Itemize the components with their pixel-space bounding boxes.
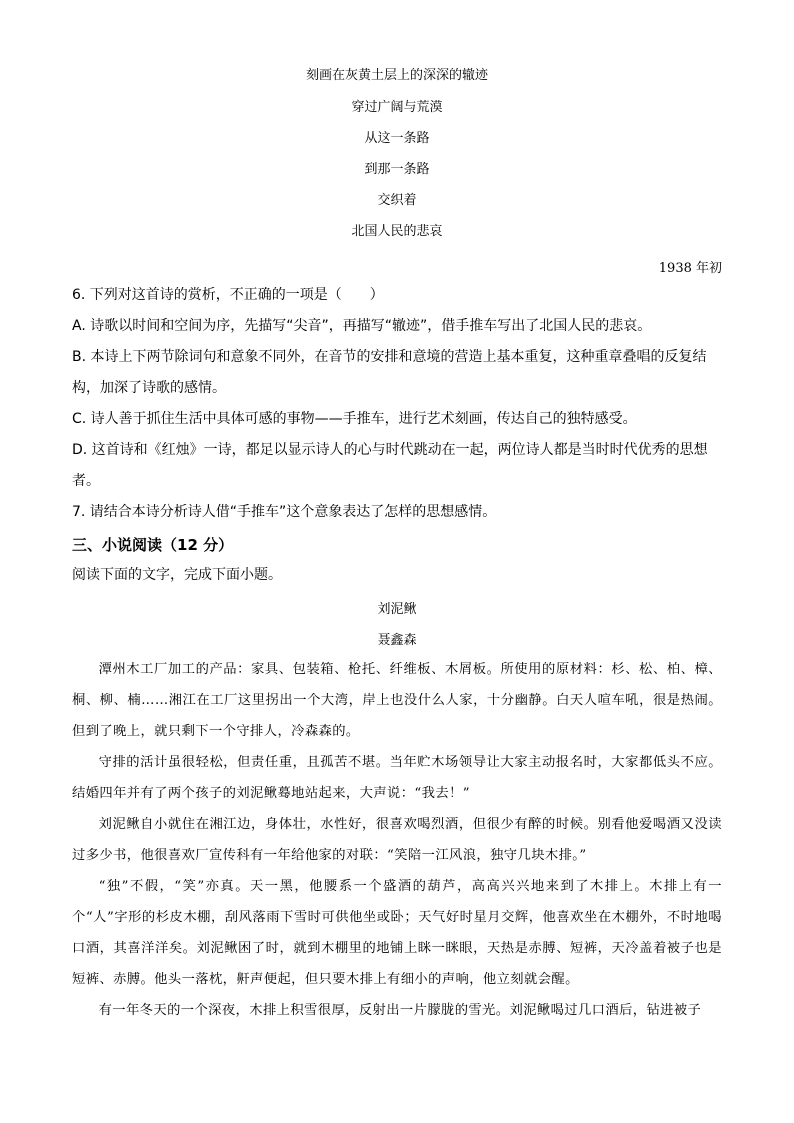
story-paragraph: 刘泥鳅自小就住在湘江边，身体壮，水性好，很喜欢喝烈酒，但很少有醉的时候。别看他爱喝酒又没读过多少书，他很喜欢厂宣传科有一年给他家的对联：“笑陪一江风浪，独守几块木排。”	[72, 817, 722, 863]
option-d: D. 这首诗和《红烛》一诗，都足以显示诗人的心与时代跳动在一起，两位诗人都是当时时代优秀的思想者。	[72, 442, 708, 489]
story-paragraph: “独”不假，“笑”亦真。天一黑，他腰系一个盛酒的葫芦，高高兴兴地来到了木排上。木排上有一个“人”字形的杉皮木棚，刮风落雨下雪时可供他坐或卧；天气好时星月交辉，他喜欢坐在木棚外，不时地喝口酒，其喜洋洋矣。刘泥鳅困了时，就到木棚里的地铺上眯一眯眼，天热是赤膊、短裤，天冷盖着被子也是短裤、赤膊。他头一落枕，鼾声便起，但只要木排上有细小的声响，他立刻就会醒。	[72, 879, 722, 987]
question-6: 6. 下列对这首诗的赏析，不正确的一项是（ ）	[72, 287, 384, 303]
poem-line: 刻画在灰黄土层上的深深的辙迹	[305, 68, 488, 83]
poem-line: 北国人民的悲哀	[351, 224, 443, 239]
poem-line: 到那一条路	[364, 162, 430, 177]
option-b: B. 本诗上下两节除词句和意象不同外，在音节的安排和意境的营造上基本重复，这种重章叠唱的反复结构，加深了诗歌的感情。	[72, 349, 707, 396]
option-a: A. 诗歌以时间和空间为序，先描写“尖音”，再描写“辙迹”，借手推车写出了北国人民的悲哀。	[72, 318, 652, 334]
option-c: C. 诗人善于抓住生活中具体可感的事物——手推车，进行艺术刻画，传达自己的独特感受。	[72, 411, 637, 427]
section-heading: 三、小说阅读（12 分）	[72, 536, 234, 554]
story-title: 刘泥鳅	[377, 602, 417, 617]
story-paragraph: 潭州木工厂加工的产品：家具、包装箱、枪托、纤维板、木屑板。所使用的原材料：杉、松、柏、樟、桐、柳、楠……湘江在工厂这里拐出一个大湾，岸上也没什么人家，十分幽静。白天人喧车吼，很是热闹。但到了晚上，就只剩下一个守排人，冷森森的。	[72, 662, 722, 739]
poem-line: 从这一条路	[364, 131, 430, 146]
story-paragraph: 有一年冬天的一个深夜，木排上积雪很厚，反射出一片朦胧的雪光。刘泥鳅喝过几口酒后，钻进被子	[98, 1003, 702, 1018]
poem-line: 穿过广阔与荒漠	[351, 100, 443, 115]
story-paragraph: 守排的活计虽很轻松，但责任重，且孤苦不堪。当年贮木场领导让大家主动报名时，大家都低头不应。结婚四年并有了两个孩子的刘泥鳅蓦地站起来，大声说：“我去！”	[72, 755, 722, 801]
poem-line: 交织着	[377, 193, 417, 208]
question-7: 7. 请结合本诗分析诗人借“手推车”这个意象表达了怎样的思想感情。	[72, 504, 497, 520]
poem-date: 1938 年初	[658, 261, 722, 276]
story-author: 聂鑫森	[377, 633, 417, 648]
section-instruction: 阅读下面的文字，完成下面小题。	[72, 567, 282, 583]
